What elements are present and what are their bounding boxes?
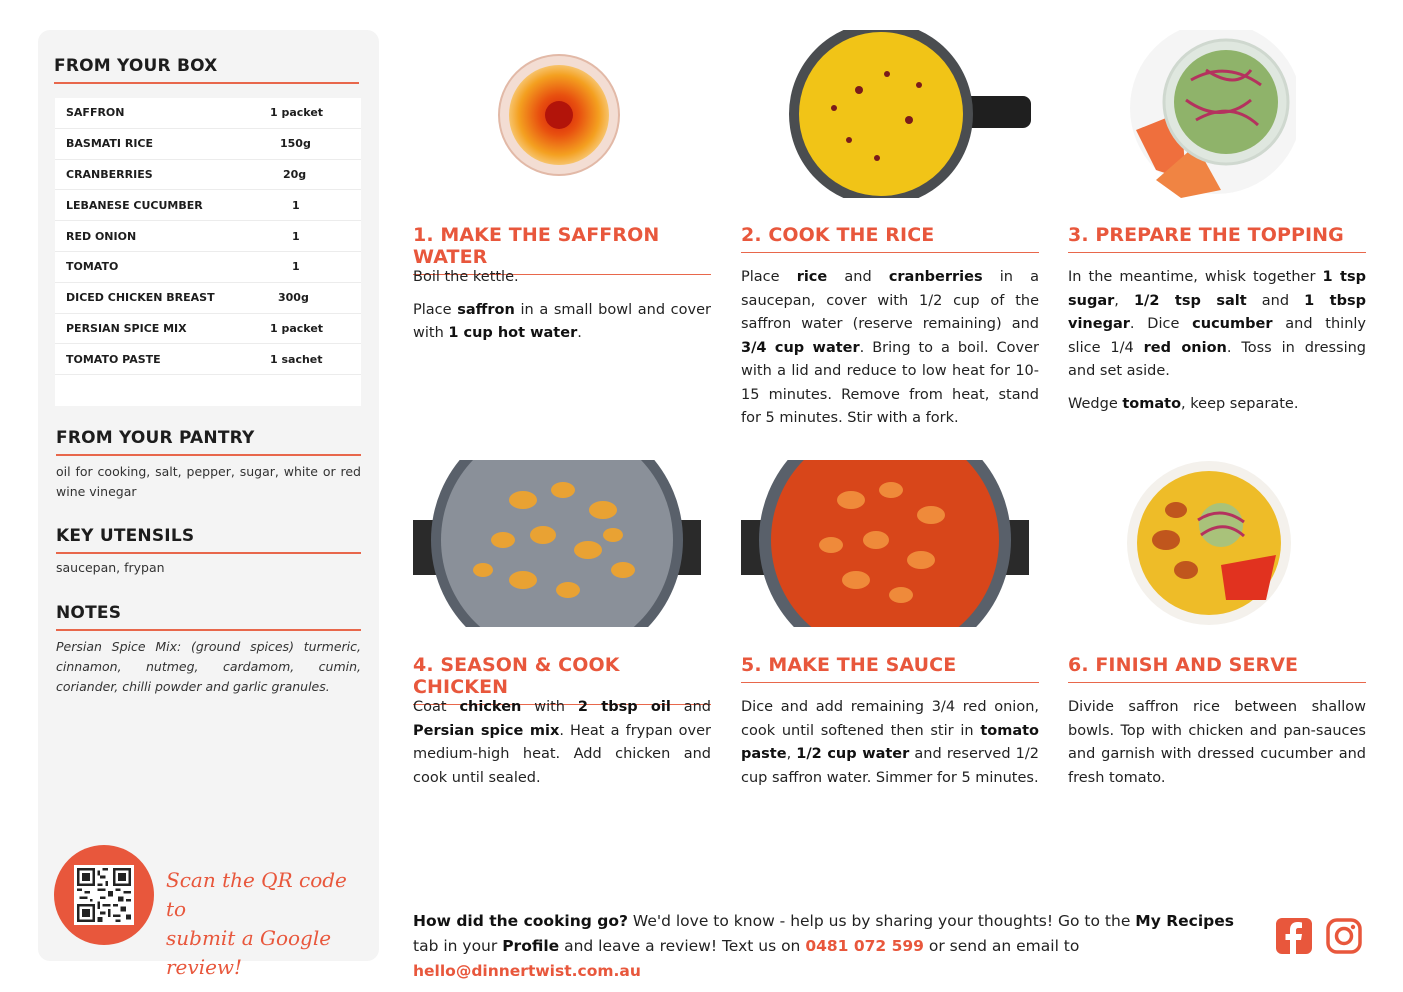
profile-link[interactable]: Profile: [502, 937, 560, 955]
step-3-p2: Wedge tomato, keep separate.: [1068, 395, 1299, 412]
my-recipes-link[interactable]: My Recipes: [1135, 912, 1234, 930]
utensils-text: saucepan, frypan: [56, 560, 165, 575]
table-row: [55, 98, 361, 129]
ingredient-qty: 1 packet: [270, 321, 324, 335]
step-1-p2: Place saffron in a small bowl and cover with 1 cup hot water.: [413, 301, 711, 341]
ingredient-name: CRANBERRIES: [66, 167, 153, 181]
step-2-body: [741, 266, 1039, 440]
ingredient-qty: 1: [292, 260, 300, 274]
ingredient-name: PERSIAN SPICE MIX: [66, 321, 187, 335]
step-6-body: [1068, 696, 1366, 799]
pantry-title: FROM YOUR PANTRY: [56, 428, 361, 456]
ingredient-qty: 20g: [283, 167, 307, 181]
step-5-body: [741, 696, 1039, 799]
sauce-pan-image: [741, 460, 1029, 627]
ingredient-name: LEBANESE CUCUMBER: [66, 198, 203, 212]
table-row: [55, 252, 361, 283]
footer-question: How did the cooking go?: [413, 912, 628, 930]
table-row: [55, 344, 361, 375]
chicken-frypan-image: [413, 460, 701, 627]
table-row: [55, 314, 361, 345]
step-3-title: 3. PREPARE THE TOPPING: [1068, 224, 1366, 253]
saffron-water-image: [496, 52, 622, 178]
step-5-p1: Dice and add remaining 3/4 red onion, cook until softened then stir in tomato paste, 1/2 cup water and reserved 1/2 cup saffron water. Simmer for 5 minutes.: [741, 699, 1039, 786]
table-row: [55, 129, 361, 160]
ingredient-name: DICED CHICKEN BREAST: [66, 291, 215, 305]
table-row: [55, 160, 361, 191]
notes-title: NOTES: [56, 603, 361, 631]
step-3-p1: In the meantime, whisk together 1 tsp sugar, 1/2 tsp salt and 1 tbsp vinegar. Dice cucumber and thinly slice 1/4 red onion. Toss in dressing and set aside.: [1068, 269, 1367, 379]
facebook-icon[interactable]: [1276, 918, 1312, 954]
table-row: [55, 283, 361, 314]
pantry-text: oil for cooking, salt, pepper, sugar, white or red wine vinegar: [56, 464, 361, 499]
email-link[interactable]: hello@dinnertwist.com.au: [413, 962, 641, 980]
ingredients-table: [55, 98, 361, 406]
ingredient-name: SAFFRON: [66, 106, 125, 120]
rice-pot-image: [789, 30, 1031, 198]
notes-text: Persian Spice Mix: (ground spices) turmeric, cinnamon, nutmeg, cardamom, cumin, coriander, chilli powder and garlic granules.: [56, 639, 361, 694]
review-footer: How did the cooking go? We'd love to know - help us by sharing your thoughts! Go to the My Recipes tab in your Profile and leave a review! Text us on 0481 072 599 or send an email to hello@dinnertwist.com.au: [413, 912, 1234, 980]
sidebar-panel: [38, 30, 379, 979]
step-3-body: [1068, 266, 1366, 425]
step-6-p1: Divide saffron rice between shallow bowls. Top with chicken and pan-sauces and garnish with dressed cucumber and fresh tomato.: [1068, 699, 1366, 786]
qr-caption: [166, 866, 366, 982]
qr-code-icon: [74, 865, 134, 925]
box-title: FROM YOUR BOX: [54, 56, 359, 84]
step-4-title: 4. SEASON & COOK CHICKEN: [413, 654, 711, 705]
step-6-title: 6. FINISH AND SERVE: [1068, 654, 1366, 683]
step-1-body: [413, 266, 711, 355]
table-row: [55, 221, 361, 252]
ingredient-name: BASMATI RICE: [66, 137, 154, 151]
ingredient-qty: 150g: [280, 137, 311, 151]
ingredient-qty: 300g: [278, 291, 309, 305]
phone-link[interactable]: 0481 072 599: [805, 937, 924, 955]
topping-bowl-image: [1126, 30, 1296, 198]
served-bowl-image: [1126, 460, 1292, 627]
table-row: [55, 190, 361, 221]
step-5-title: 5. MAKE THE SAUCE: [741, 654, 1039, 683]
qr-caption-line1: Scan the QR code to: [166, 868, 347, 921]
step-1-p1: Boil the kettle.: [413, 269, 519, 285]
step-4-body: [413, 696, 711, 799]
ingredient-qty: 1: [292, 229, 300, 243]
ingredient-name: TOMATO: [66, 260, 119, 274]
ingredient-qty: 1 sachet: [270, 352, 323, 366]
step-4-p1: Coat chicken with 2 tbsp oil and Persian spice mix. Heat a frypan over medium-high heat. Add chicken and cook until sealed.: [413, 699, 712, 786]
instagram-icon[interactable]: [1326, 918, 1362, 954]
step-2-title: 2. COOK THE RICE: [741, 224, 1039, 253]
ingredient-qty: 1: [292, 198, 300, 212]
ingredient-name: RED ONION: [66, 229, 137, 243]
ingredient-qty: 1 packet: [270, 106, 324, 120]
utensils-title: KEY UTENSILS: [56, 526, 361, 554]
qr-caption-line2: submit a Google review!: [166, 926, 332, 979]
qr-code-badge[interactable]: [54, 845, 154, 945]
ingredient-name: TOMATO PASTE: [66, 352, 161, 366]
step-1-title: 1. MAKE THE SAFFRON WATER: [413, 224, 711, 275]
step-2-p1: Place rice and cranberries in a saucepan, cover with 1/2 cup of the saffron water (reserve remaining) and 3/4 cup water. Bring to a boil. Cover with a lid and reduce to low heat for 10-15 minutes. Remove from heat, stand for 5 minutes. Stir with a fork.: [741, 269, 1039, 426]
